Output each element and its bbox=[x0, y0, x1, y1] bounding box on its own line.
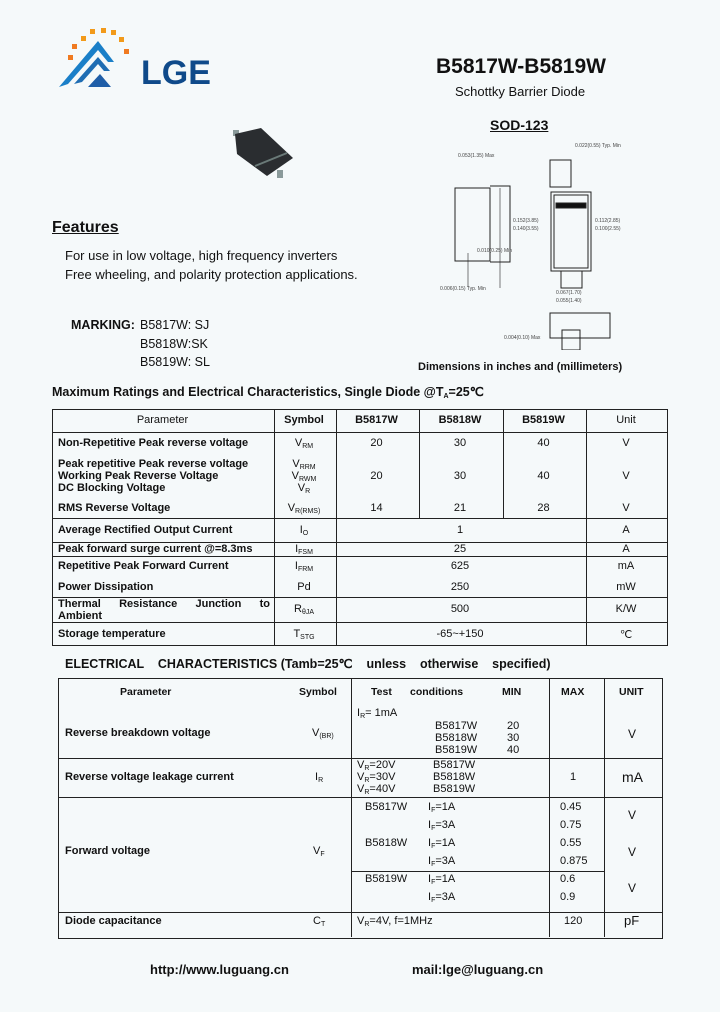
dim-label: 0.100(2.55) bbox=[595, 226, 621, 232]
unit: V bbox=[628, 808, 637, 822]
symbol: $I_{FRM}$ bbox=[294, 560, 314, 573]
symbol: $R_{\theta JA}$ bbox=[293, 603, 314, 616]
features-heading: Features bbox=[52, 219, 119, 236]
unit: pF bbox=[624, 913, 640, 928]
max-value: 0.9 bbox=[560, 891, 576, 903]
value: 14 bbox=[370, 502, 383, 514]
param-reverse-breakdown: Reverse breakdown voltage bbox=[65, 727, 211, 739]
unit: K/W bbox=[615, 603, 637, 615]
unit: A bbox=[622, 543, 630, 555]
drawing-caption: Dimensions in inches and (millimeters) bbox=[418, 361, 623, 373]
model: B5819W bbox=[433, 783, 476, 795]
symbol: $V_{RM}$ bbox=[294, 437, 314, 450]
unit: V bbox=[622, 470, 630, 482]
dim-label: 0.112(2.85) bbox=[595, 218, 621, 224]
value: 250 bbox=[450, 581, 470, 593]
unit: ℃ bbox=[619, 629, 633, 641]
param-leakage: Reverse voltage leakage current bbox=[65, 771, 234, 783]
website-link[interactable]: http://www.luguang.cn bbox=[150, 962, 289, 977]
email-link[interactable]: mail:lge@luguang.cn bbox=[412, 962, 544, 977]
max-value: 1 bbox=[570, 771, 577, 783]
electrical-table-title: ELECTRICAL CHARACTERISTICS (Tamb=25℃ unless otherwise specified) bbox=[65, 657, 551, 671]
unit: V bbox=[628, 727, 637, 741]
param-forward-voltage: Forward voltage bbox=[65, 845, 150, 857]
marking-label: MARKING: bbox=[71, 318, 135, 332]
marking-item: B5818W:SK bbox=[140, 337, 208, 351]
dim-label: 0.006(0.15) Typ. Min bbox=[440, 286, 486, 292]
symbol: $V_R$ bbox=[297, 482, 311, 495]
company-logo bbox=[58, 24, 238, 90]
model: B5817W bbox=[365, 801, 408, 813]
symbol: $C_T$ bbox=[313, 915, 326, 928]
param-label: Peak repetitive Peak reverse voltage bbox=[58, 458, 249, 470]
param-label: Ambient bbox=[58, 610, 102, 622]
feature-item: For use in low voltage, high frequency inverters bbox=[65, 248, 338, 263]
value: 30 bbox=[453, 437, 467, 449]
param-label: Thermal Resistance Junction to bbox=[58, 598, 270, 610]
symbol: $T_{STG}$ bbox=[293, 628, 315, 641]
param-label: Working Peak Reverse Voltage bbox=[58, 470, 219, 482]
symbol: $I_{FSM}$ bbox=[295, 543, 313, 556]
value: 30 bbox=[453, 470, 467, 482]
param-label: RMS Reverse Voltage bbox=[58, 502, 171, 514]
dim-label: 0.067(1.70) bbox=[556, 290, 582, 296]
test-condition: $I_R= 1mA$ bbox=[357, 707, 398, 720]
param-label: Storage temperature bbox=[58, 628, 166, 640]
symbol: $V_{RRM}$ bbox=[292, 458, 316, 471]
unit: A bbox=[622, 524, 630, 536]
dim-label: 0.152(3.85) bbox=[513, 218, 539, 224]
param-label: Power Dissipation bbox=[58, 581, 154, 593]
test-condition: $V_R=40V$ bbox=[357, 783, 396, 796]
test-condition: $V_R=30V$ bbox=[357, 771, 396, 784]
value: 28 bbox=[537, 502, 550, 514]
package-outline-drawing bbox=[440, 140, 640, 350]
unit: mA bbox=[622, 769, 643, 785]
model: B5817W bbox=[435, 720, 478, 732]
min-value: 40 bbox=[507, 744, 520, 756]
symbol: $V_F$ bbox=[313, 845, 325, 858]
max-value: 0.75 bbox=[560, 819, 582, 831]
value: 20 bbox=[370, 470, 383, 482]
min-value: 20 bbox=[507, 720, 520, 732]
col-header: Symbol bbox=[284, 414, 324, 426]
dim-label: 0.140(3.55) bbox=[513, 226, 539, 232]
part-subtitle: Schottky Barrier Diode bbox=[455, 84, 586, 99]
param-capacitance: Diode capacitance bbox=[65, 915, 162, 927]
value: 500 bbox=[450, 603, 470, 615]
model: B5818W bbox=[433, 771, 476, 783]
model: B5818W bbox=[435, 732, 478, 744]
symbol: $V_{R(RMS)}$ bbox=[287, 502, 321, 515]
value: 1 bbox=[456, 524, 464, 536]
logo-text: LGE bbox=[141, 54, 211, 90]
col-header: B5818W bbox=[438, 414, 482, 426]
param-label: Non-Repetitive Peak reverse voltage bbox=[58, 437, 249, 449]
col-header: Parameter bbox=[120, 686, 172, 698]
component-photo bbox=[225, 118, 305, 188]
symbol: Pd bbox=[297, 581, 311, 593]
symbol: $I_O$ bbox=[299, 524, 309, 537]
max-value: 0.875 bbox=[560, 855, 588, 867]
col-header: B5817W bbox=[355, 414, 398, 426]
param-label: DC Blocking Voltage bbox=[58, 482, 166, 494]
model: B5818W bbox=[365, 837, 408, 849]
col-header: Symbol bbox=[299, 686, 337, 698]
marking-item: B5819W: SL bbox=[140, 355, 210, 369]
test-condition: $I_F=1A$ bbox=[428, 837, 456, 850]
model: B5819W bbox=[435, 744, 478, 756]
unit: mA bbox=[617, 560, 635, 572]
feature-item: Free wheeling, and polarity protection applications. bbox=[65, 267, 358, 282]
unit: V bbox=[628, 845, 637, 859]
value: 20 bbox=[370, 437, 383, 449]
max-value: 0.6 bbox=[560, 873, 576, 885]
test-condition: $I_F=3A$ bbox=[428, 891, 456, 904]
col-header: MAX bbox=[561, 686, 585, 698]
unit: mW bbox=[616, 581, 636, 593]
col-header: Unit bbox=[616, 414, 636, 426]
unit: V bbox=[628, 881, 637, 895]
col-header: Parameter bbox=[136, 414, 189, 426]
model: B5819W bbox=[365, 873, 408, 885]
value: 25 bbox=[453, 543, 467, 555]
test-condition: $I_F=1A$ bbox=[428, 801, 456, 814]
value: 21 bbox=[453, 502, 467, 514]
marking-item: B5817W: SJ bbox=[140, 318, 210, 332]
col-header: conditions bbox=[410, 686, 464, 698]
test-condition: $V_R=20V$ bbox=[357, 759, 396, 772]
dim-label: 0.053(1.35) Max bbox=[458, 153, 495, 159]
symbol: $I_R$ bbox=[315, 771, 324, 784]
unit: V bbox=[622, 502, 630, 514]
dim-label: 0.055(1.40) bbox=[556, 298, 582, 304]
param-label: Average Rectified Output Current bbox=[58, 524, 233, 536]
param-label: Peak forward surge current @=8.3ms bbox=[58, 543, 253, 555]
max-value: 0.55 bbox=[560, 837, 582, 849]
model: B5817W bbox=[433, 759, 476, 771]
test-condition: $I_F=3A$ bbox=[428, 855, 456, 868]
col-header: Test bbox=[371, 686, 392, 698]
test-condition: $I_F=3A$ bbox=[428, 819, 456, 832]
value: 625 bbox=[450, 560, 470, 572]
value: 40 bbox=[537, 437, 550, 449]
dim-label: 0.004(0.10) Max bbox=[504, 335, 541, 341]
part-number-title: B5817W-B5819W bbox=[436, 55, 606, 78]
max-value: 120 bbox=[564, 915, 583, 927]
col-header: UNIT bbox=[619, 686, 644, 698]
value: -65~+150 bbox=[436, 628, 484, 640]
dim-label: 0.022(0.55) Typ. Min bbox=[575, 143, 621, 149]
min-value: 30 bbox=[507, 732, 520, 744]
test-condition: $I_F=1A$ bbox=[428, 873, 456, 886]
dim-label: 0.010(0.25) Min bbox=[477, 248, 513, 254]
symbol: $V_{RWM}$ bbox=[291, 470, 317, 483]
ratings-table-title: Maximum Ratings and Electrical Characteristics, Single Diode $@T_A=25℃$ bbox=[52, 385, 484, 400]
value: 40 bbox=[537, 470, 550, 482]
unit: V bbox=[622, 437, 630, 449]
col-header: B5819W bbox=[522, 414, 565, 426]
max-value: 0.45 bbox=[560, 801, 582, 813]
param-label: Repetitive Peak Forward Current bbox=[58, 560, 229, 572]
test-condition: $V_R=4V$, f=1MHz bbox=[357, 915, 433, 928]
col-header: MIN bbox=[502, 686, 522, 698]
symbol: $V_{(BR)}$ bbox=[312, 727, 334, 740]
package-label: SOD-123 bbox=[490, 117, 549, 133]
